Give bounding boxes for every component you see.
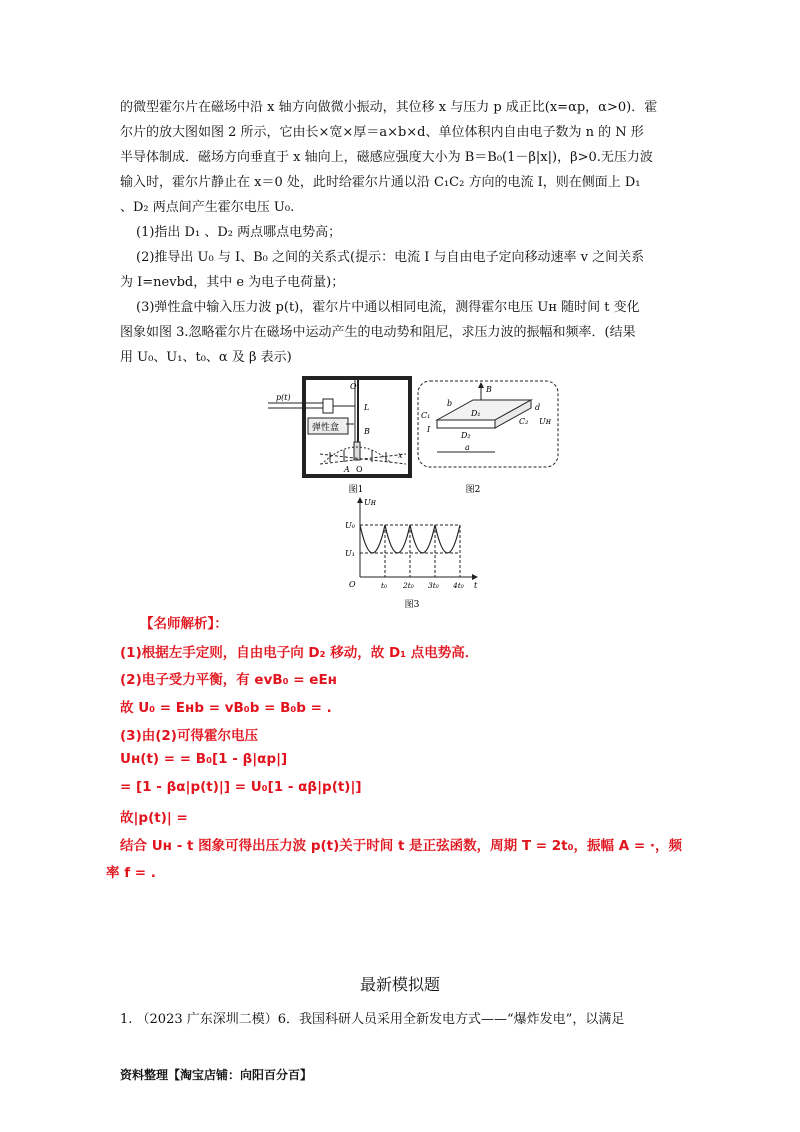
fig3-y-tick: U₁ — [345, 549, 355, 558]
problem-line: 输入时，霍尔片静止在 x＝0 处，此时给霍尔片通以沿 C₁C₂ 方向的电流 I，则在侧面上 D₁ — [120, 175, 641, 190]
fig1-input-label: p(t) — [276, 393, 291, 402]
fig1-caption: 图1 — [348, 485, 364, 495]
fig1-label: A — [344, 465, 350, 474]
fig2-label: D₂ — [461, 431, 471, 440]
fig3-y-axis-label: Uʜ — [364, 498, 377, 507]
fig3-x-tick: t₀ — [381, 581, 388, 590]
fig2-caption: 图2 — [465, 485, 481, 495]
analysis-line: Uʜ(t) = = B₀[1 - β|αp|] — [120, 751, 288, 767]
fig3-x-tick: 4t₀ — [453, 581, 464, 590]
fig3-caption: 图3 — [404, 600, 420, 610]
problem-text — [120, 95, 680, 370]
figure-2 — [415, 378, 565, 496]
analysis-heading: 【名师解析】： — [140, 616, 228, 632]
fig3-y-tick: U₀ — [345, 521, 355, 530]
fig2-label: Uʜ — [539, 417, 552, 426]
fig1-label: O — [350, 382, 357, 391]
next-question: 1. （2023 广东深圳二模）6．我国科研人员采用全新发电方式——“爆炸发电”，以满足 — [120, 1012, 625, 1027]
problem-line: 的微型霍尔片在磁场中沿 x 轴方向做微小振动，其位移 x 与压力 p 成正比(x=αp，α>0)．霍 — [120, 100, 658, 115]
fig3-origin: O — [349, 580, 356, 589]
figure-3 — [342, 495, 482, 613]
fig1-label: B — [364, 427, 370, 436]
analysis-line: 故 U₀ = Eʜb = vB₀b = B₀b = . — [120, 700, 332, 716]
footer-note: 资料整理【淘宝店铺：向阳百分百】 — [120, 1068, 313, 1082]
fig1-label: L — [364, 403, 370, 412]
analysis-line: = [1 - βα|p(t)|] = U₀[1 - αβ|p(t)|] — [120, 779, 362, 795]
question-1: (1)指出 D₁ 、D₂ 两点哪点电势高； — [136, 225, 342, 240]
fig2-label: d — [535, 403, 541, 412]
question-3-line: 图象如图 3.忽略霍尔片在磁场中运动产生的电动势和阻尼，求压力波的振幅和频率．(结果 — [120, 325, 636, 340]
problem-line: 、D₂ 两点间产生霍尔电压 U₀. — [120, 200, 295, 215]
section-title: 最新模拟题 — [359, 975, 440, 994]
figure-1 — [268, 372, 418, 497]
analysis-line: 率 f = . — [106, 865, 156, 881]
analysis-line: (1)根据左手定则，自由电子向 D₂ 移动，故 D₁ 点电势高． — [120, 645, 479, 661]
fig2-label: a — [465, 443, 470, 452]
fig2-label: D₁ — [471, 409, 481, 418]
fig2-label: C₁ — [421, 411, 431, 420]
analysis-line: (3)由(2)可得霍尔电压 — [120, 728, 258, 744]
problem-line: 尔片的放大图如图 2 所示，它由长×宽×厚＝a×b×d、单位体积内自由电子数为 n 的 N 形 — [120, 125, 644, 140]
question-3-line: (3)弹性盒中输入压力波 p(t)，霍尔片中通以相同电流，测得霍尔电压 Uʜ 随时间 t 变化 — [136, 300, 640, 315]
fig2-label: I — [427, 425, 431, 434]
fig3-curve — [360, 525, 460, 553]
fig1-label: O — [356, 465, 363, 474]
fig1-box-label: 弹性盒 — [312, 423, 340, 433]
problem-line: 半导体制成．磁场方向垂直于 x 轴向上，磁感应强度大小为 B＝B₀(1－β|x|)，β>0.无压力波 — [120, 150, 653, 165]
question-3-line: 用 U₀、U₁、t₀、α 及 β 表示) — [120, 350, 292, 365]
fig1-label: x — [398, 451, 403, 460]
fig3-x-tick: 3t₀ — [428, 581, 439, 590]
question-2-line: (2)推导出 U₀ 与 I、B₀ 之间的关系式(提示：电流 I 与自由电子定向移动速率 v 之间关系 — [136, 250, 645, 265]
analysis-line: 结合 Uʜ - t 图象可得出压力波 p(t)关于时间 t 是正弦函数，周期 T = 2t₀，振幅 A = ·，频 — [120, 838, 683, 854]
analysis-line: 故|p(t)| = — [120, 810, 188, 826]
fig2-label: C₂ — [519, 417, 529, 426]
fig2-label: B — [486, 385, 492, 394]
fig3-x-axis-label: t — [474, 581, 478, 590]
fig2-label: b — [447, 399, 453, 408]
question-2-line: 为 I=nevbd，其中 e 为电子电荷量)； — [120, 275, 345, 290]
analysis-line: (2)电子受力平衡，有 evB₀ = eEʜ — [120, 672, 338, 688]
fig3-x-tick: 2t₀ — [403, 581, 414, 590]
